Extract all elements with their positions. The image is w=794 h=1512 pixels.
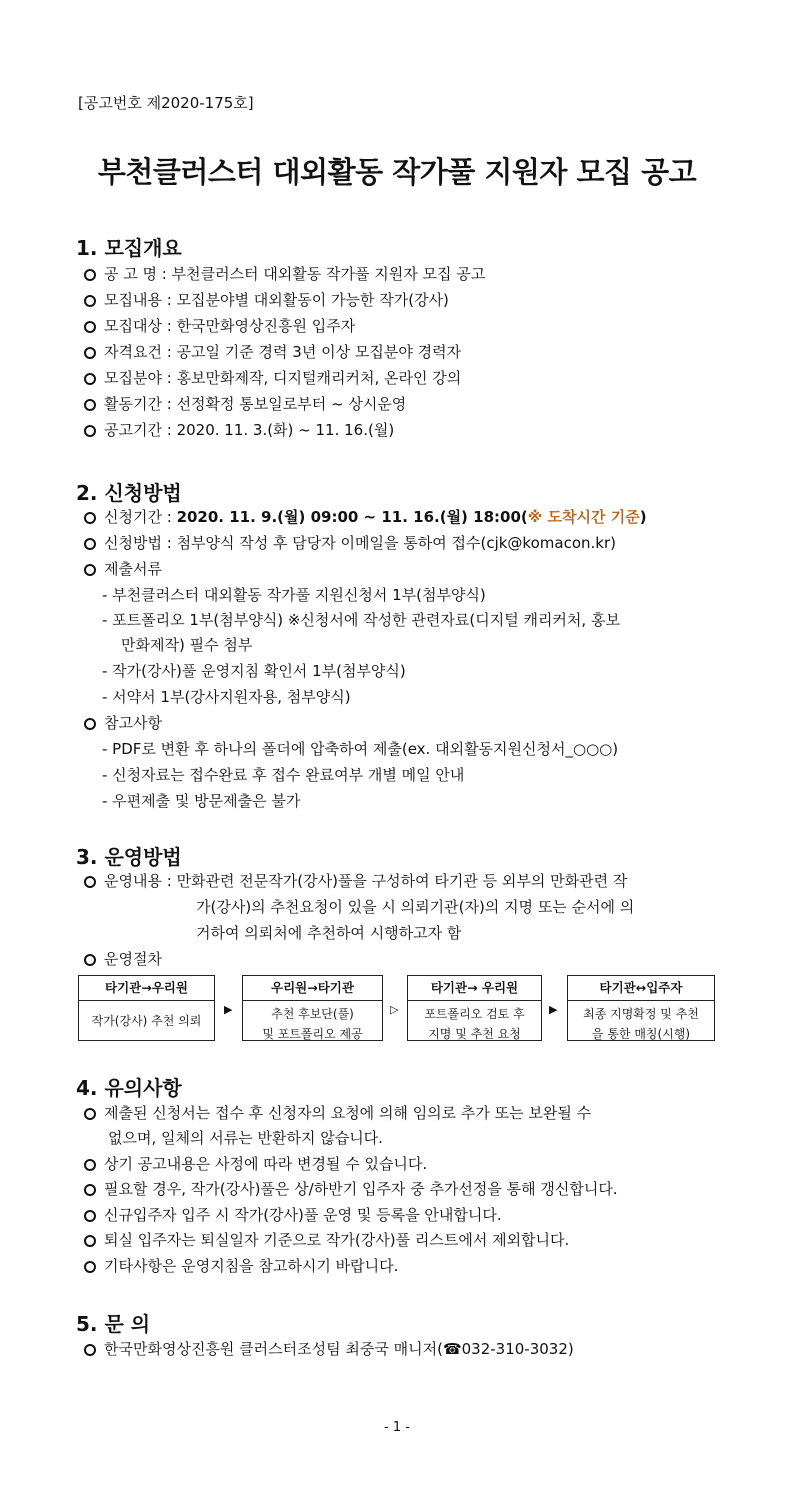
flow-step-head: 타기관→ 우리원: [408, 976, 541, 1001]
circle-bullet-icon: [84, 1108, 96, 1120]
circle-bullet-icon: [84, 538, 96, 550]
flow-arrow-icon: ▶: [224, 1003, 233, 1016]
circle-bullet-icon: [84, 512, 96, 524]
page-title: 부천클러스터 대외활동 작가풀 지원자 모집 공고: [97, 155, 697, 189]
flow-step-head: 타기관→우리원: [79, 976, 214, 1001]
circle-bullet-icon: [84, 373, 96, 385]
caution-item: 상기 공고내용은 사정에 따라 변경될 수 있습니다.: [84, 1153, 427, 1174]
section1-item: 공고기간 : 2020. 11. 3.(화) ~ 11. 16.(월): [84, 419, 394, 440]
circle-bullet-icon: [84, 718, 96, 730]
flow-step-body: 작가(강사) 추천 의뢰: [91, 1014, 202, 1028]
flow-step-1: [78, 975, 215, 1041]
flow-step-head: 타기관↔입주자: [568, 976, 714, 1001]
reference-item: - 신청자료는 접수완료 후 접수 완료여부 개별 메일 안내: [102, 766, 465, 784]
flow-step-4: [567, 975, 715, 1041]
reference-label: 참고사항: [84, 712, 162, 733]
section5-heading: 5. 문 의: [76, 1312, 151, 1336]
flow-arrow-outline-icon: ▷: [390, 1003, 399, 1016]
caution-item: 기타사항은 운영지침을 참고하시기 바랍니다.: [84, 1255, 398, 1276]
operation-content-line: 거하여 의뢰처에 추천하여 시행하고자 함: [196, 924, 462, 942]
flow-step-body: 최종 지명확정 및 추천: [583, 1007, 699, 1021]
caution-item: 퇴실 입주자는 퇴실일자 기준으로 작가(강사)풀 리스트에서 제외합니다.: [84, 1229, 569, 1250]
flow-step-body: 및 포트폴리오 제공: [262, 1027, 363, 1041]
flow-step-body: 포트폴리오 검토 후: [424, 1007, 525, 1021]
section1-item: 활동기간 : 선정확정 통보일로부터 ~ 상시운영: [84, 393, 406, 414]
section1-item: 자격요건 : 공고일 기준 경력 3년 이상 모집분야 경력자: [84, 341, 461, 362]
caution-item: 필요할 경우, 작가(강사)풀은 상/하반기 입주자 중 추가선정을 통해 갱신합니다.: [84, 1178, 618, 1199]
caution-item-continued: 없으며, 일체의 서류는 반환하지 않습니다.: [108, 1129, 383, 1147]
circle-bullet-icon: [84, 321, 96, 333]
section1-item: 공 고 명 : 부천클러스터 대외활동 작가풀 지원자 모집 공고: [84, 263, 485, 284]
circle-bullet-icon: [84, 347, 96, 359]
section3-heading: 3. 운영방법: [76, 845, 182, 869]
document-item: - 서약서 1부(강사지원자용, 첨부양식): [102, 688, 351, 706]
circle-bullet-icon: [84, 269, 96, 281]
reference-item: - PDF로 변환 후 하나의 폴더에 압축하여 제출(ex. 대외활동지원신청서_○○○): [102, 740, 619, 758]
circle-bullet-icon: [84, 399, 96, 411]
application-method: 신청방법 : 첨부양식 작성 후 담당자 이메일을 통하여 접수(cjk@komacon.kr): [84, 532, 616, 553]
contact-info: 한국만화영상진흥원 클러스터조성팀 최중국 매니저(☎032-310-3032): [84, 1338, 574, 1359]
documents-label: 제출서류: [84, 558, 162, 579]
flow-step-body: 지명 및 추천 요청: [428, 1027, 521, 1041]
section1-heading: 1. 모집개요: [76, 236, 182, 260]
circle-bullet-icon: [84, 1184, 96, 1196]
circle-bullet-icon: [84, 425, 96, 437]
document-item-continued: 만화제작) 필수 첨부: [121, 636, 253, 654]
flow-step-3: [407, 975, 542, 1041]
caution-item: 신규입주자 입주 시 작가(강사)풀 운영 및 등록을 안내합니다.: [84, 1204, 502, 1225]
section1-item: 모집내용 : 모집분야별 대외활동이 가능한 작가(강사): [84, 289, 449, 310]
flow-step-2: [242, 975, 383, 1041]
circle-bullet-icon: [84, 1344, 96, 1356]
deadline-note: ※ 도착시간 기준: [527, 508, 640, 526]
circle-bullet-icon: [84, 564, 96, 576]
circle-bullet-icon: [84, 295, 96, 307]
document-item: - 부천클러스터 대외활동 작가풀 지원신청서 1부(첨부양식): [102, 586, 486, 604]
circle-bullet-icon: [84, 1159, 96, 1171]
circle-bullet-icon: [84, 1235, 96, 1247]
document-item: - 작가(강사)풀 운영지침 확인서 1부(첨부양식): [102, 662, 406, 680]
flow-arrow-icon: ▶: [549, 1003, 558, 1016]
application-period: 신청기간 : 2020. 11. 9.(월) 09:00 ~ 11. 16.(월) 18:00(※ 도착시간 기준): [84, 506, 647, 527]
section1-item: 모집대상 : 한국만화영상진흥원 입주자: [84, 315, 355, 336]
notice-number: [공고번호 제2020-175호]: [78, 94, 254, 112]
flow-step-head: 우리원→타기관: [243, 976, 382, 1001]
section2-heading: 2. 신청방법: [76, 481, 182, 505]
caution-item: 제출된 신청서는 접수 후 신청자의 요청에 의해 임의로 추가 또는 보완될 수: [84, 1102, 591, 1123]
section4-heading: 4. 유의사항: [76, 1076, 182, 1100]
flow-step-body: 을 통한 매칭(시행): [591, 1027, 691, 1041]
document-item: - 포트폴리오 1부(첨부양식) ※신청서에 작성한 관련자료(디지털 캐리커처, 홍보: [102, 611, 620, 629]
circle-bullet-icon: [84, 1210, 96, 1222]
circle-bullet-icon: [84, 1261, 96, 1273]
operation-content: 운영내용 : 만화관련 전문작가(강사)풀을 구성하여 타기관 등 외부의 만화관련 작: [84, 870, 627, 891]
operation-procedure-label: 운영절차: [84, 948, 162, 969]
circle-bullet-icon: [84, 876, 96, 888]
reference-item: - 우편제출 및 방문제출은 불가: [102, 792, 301, 810]
section1-item: 모집분야 : 홍보만화제작, 디지털캐리커처, 온라인 강의: [84, 367, 461, 388]
flow-step-body: 추천 후보단(풀): [271, 1007, 354, 1021]
circle-bullet-icon: [84, 954, 96, 966]
operation-content-line: 가(강사)의 추천요청이 있을 시 의뢰기관(자)의 지명 또는 순서에 의: [196, 898, 635, 916]
page-number: - 1 -: [384, 1420, 410, 1435]
